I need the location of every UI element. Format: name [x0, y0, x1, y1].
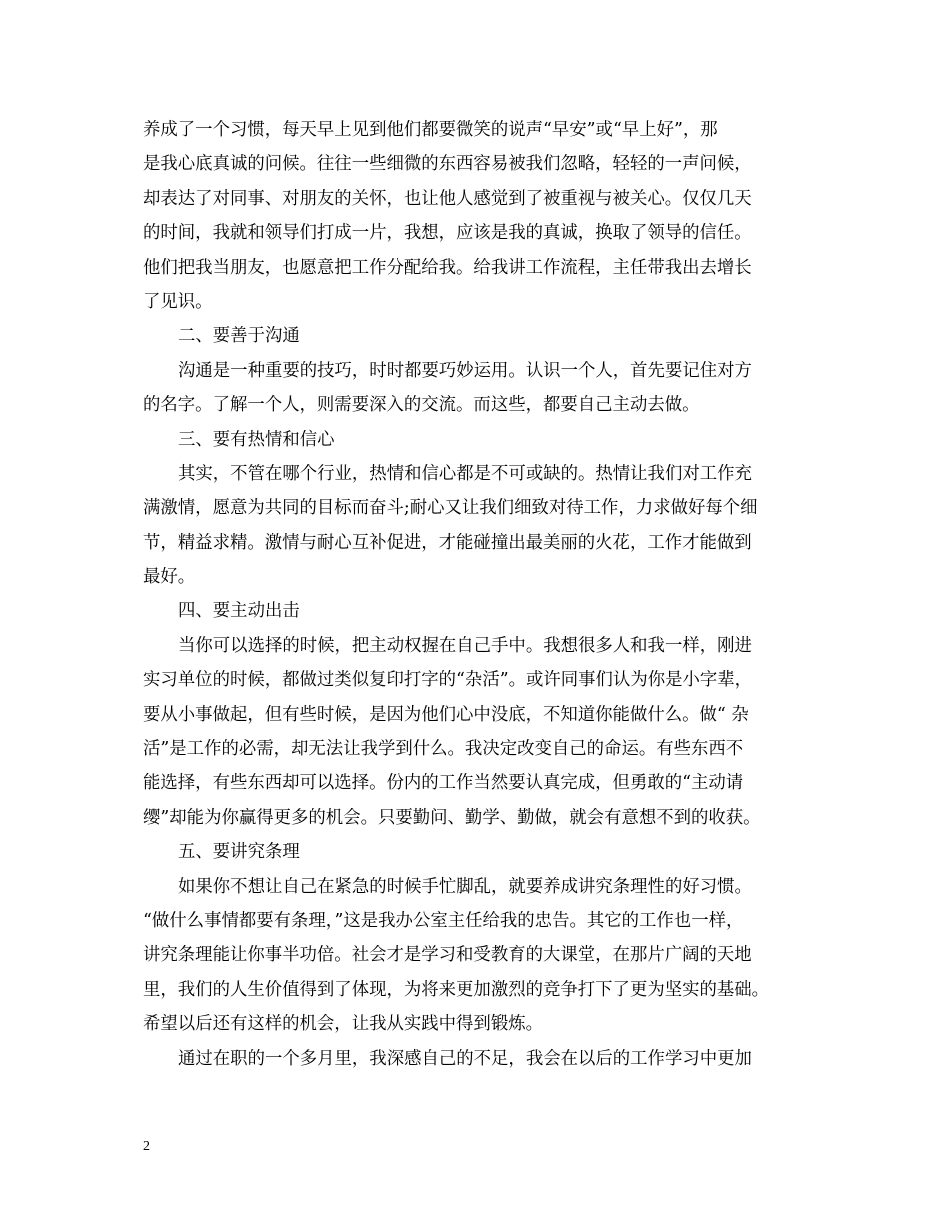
text-line: 二、要善于沟通: [178, 326, 300, 347]
text-line: 了见识。: [143, 291, 213, 312]
text-line: 节，精益求精。激情与耐心互补促进，才能碰撞出最美丽的火花，工作才能做到: [143, 532, 752, 553]
page-number: 2: [143, 1139, 150, 1154]
text-line: 五、要讲究条理: [178, 842, 300, 863]
text-line: 四、要主动出击: [178, 601, 300, 622]
text-line: “做什么事情都要有条理，”这是我办公室主任给我的忠告。其它的工作也一样，: [143, 910, 744, 931]
text-line: 里，我们的人生价值得到了体现，为将来更加激烈的竞争打下了更为坚实的基础。: [143, 979, 770, 1000]
text-line: 最好。: [143, 567, 196, 588]
text-line: 满激情，愿意为共同的目标而奋斗;耐心又让我们细致对待工作，力求做好每个细: [143, 498, 758, 519]
text-line: 他们把我当朋友，也愿意把工作分配给我。给我讲工作流程，主任带我出去增长: [143, 257, 752, 278]
text-line: 却表达了对同事、对朋友的关怀，也让他人感觉到了被重视与被关心。仅仅几天: [143, 188, 752, 209]
text-line: 缨”却能为你赢得更多的机会。只要勤问、勤学、勤做，就会有意想不到的收获。: [143, 807, 761, 828]
text-line: 能选择，有些东西却可以选择。份内的工作当然要认真完成，但勇敢的“主动请: [143, 773, 744, 794]
document-body: [143, 113, 811, 1076]
text-line: 通过在职的一个多月里，我深感自己的不足，我会在以后的工作学习中更加: [178, 1048, 752, 1069]
text-line: 三、要有热情和信心: [178, 429, 335, 450]
text-line: 是我心底真诚的问候。往往一些细微的东西容易被我们忽略，轻轻的一声问候，: [143, 154, 752, 175]
text-line: 如果你不想让自己在紧急的时候手忙脚乱，就要养成讲究条理性的好习惯。: [178, 876, 752, 897]
text-line: 沟通是一种重要的技巧，时时都要巧妙运用。认识一个人，首先要记住对方: [178, 360, 752, 381]
text-line: 其实，不管在哪个行业，热情和信心都是不可或缺的。热情让我们对工作充: [178, 463, 752, 484]
text-line: 的时间，我就和领导们打成一片，我想，应该是我的真诚，换取了领导的信任。: [143, 223, 752, 244]
text-line: 要从小事做起，但有些时候，是因为他们心中没底，不知道你能做什么。做“ 杂: [143, 704, 749, 725]
text-line: 当你可以选择的时候，把主动权握在自己手中。我想很多人和我一样，刚进: [178, 635, 752, 656]
text-line: 讲究条理能让你事半功倍。社会才是学习和受教育的大课堂，在那片广阔的天地: [143, 945, 752, 966]
text-line: 养成了一个习惯，每天早上见到他们都要微笑的说声“早安”或“早上好”，那: [143, 120, 718, 140]
text-line: 实习单位的时候，都做过类似复印打字的“杂活”。或许同事们认为你是小字辈，: [143, 670, 753, 691]
text-line: 活”是工作的必需，却无法让我学到什么。我决定改变自己的命运。有些东西不: [143, 739, 744, 760]
text-line: 的名字。了解一个人，则需要深入的交流。而这些，都要自己主动去做。: [143, 395, 700, 416]
text-line: 希望以后还有这样的机会，让我从实践中得到锻炼。: [143, 1014, 543, 1035]
